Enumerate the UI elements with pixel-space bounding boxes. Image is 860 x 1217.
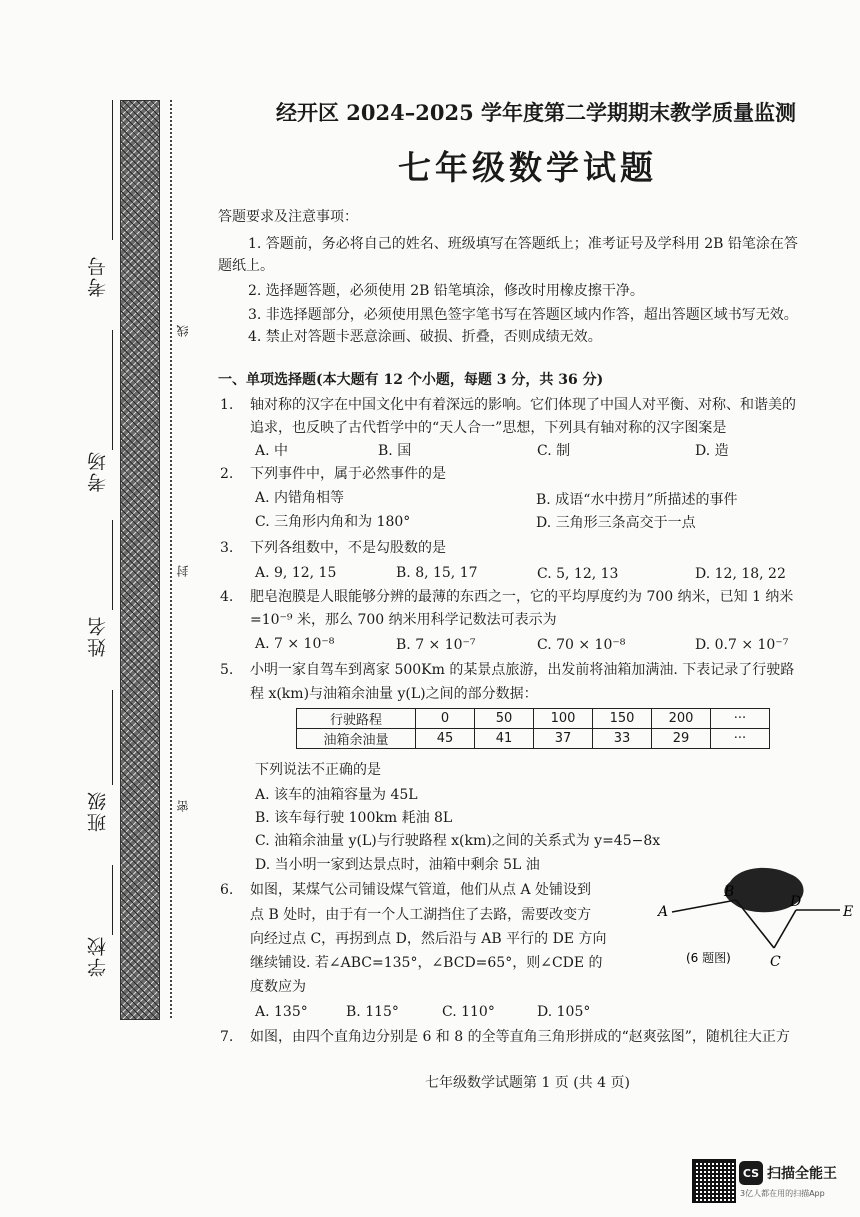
watermark-brand: 扫描全能王 <box>767 1166 837 1182</box>
instruction-item: 题纸上。 <box>218 258 274 274</box>
option-d[interactable]: D. 造 <box>695 443 729 459</box>
page-footer: 七年级数学试题第 1 页 (共 4 页) <box>425 1075 630 1091</box>
option-a[interactable]: A. 135° <box>255 1004 308 1020</box>
option-d[interactable]: D. 0.7 × 10⁻⁷ <box>695 637 789 653</box>
table-cell: 45 <box>416 729 475 749</box>
question-number: 3. <box>220 540 234 556</box>
field-underline <box>112 865 113 935</box>
table-cell: 0 <box>416 709 475 729</box>
field-underline <box>112 520 113 610</box>
option-c[interactable]: C. 110° <box>442 1004 495 1020</box>
exam-header: 经开区 2024–2025 学年度第二学期期末教学质量监测 <box>276 100 797 125</box>
table-cell: 行驶路程 <box>297 709 416 729</box>
question-number: 2. <box>220 466 234 482</box>
question-prompt: 下列说法不正确的是 <box>255 762 381 778</box>
question-number: 1. <box>220 397 234 413</box>
table-cell: 37 <box>534 729 593 749</box>
watermark-tagline: 3亿人都在用的扫描App <box>740 1189 825 1198</box>
instruction-item: 4. 禁止对答题卡恶意涂画、破损、折叠，否则成绩无效。 <box>248 329 602 345</box>
point-label-a: A <box>658 904 669 920</box>
option-d[interactable]: D. 三角形三条高交于一点 <box>536 515 696 531</box>
question-text: 点 B 处时，由于有一个人工湖挡住了去路，需要改变方 <box>250 907 592 923</box>
question-number: 6. <box>220 882 234 898</box>
option-a[interactable]: A. 中 <box>255 443 289 459</box>
table-cell: 33 <box>593 729 652 749</box>
table-cell: ··· <box>711 709 770 729</box>
table-cell: 100 <box>534 709 593 729</box>
table-cell: ··· <box>711 729 770 749</box>
option-d[interactable]: D. 12, 18, 22 <box>695 566 786 582</box>
table-cell: 150 <box>593 709 652 729</box>
question-text: 肥皂泡膜是人眼能够分辨的最薄的东西之一，它的平均厚度约为 700 纳米，已知 1 纳米 <box>250 589 794 605</box>
question-text: 如图，某煤气公司铺设煤气管道，他们从点 A 处铺设到 <box>250 882 592 898</box>
question-text: 下列事件中，属于必然事件的是 <box>250 466 446 482</box>
field-label-name: 姓名 <box>87 615 109 657</box>
field-underline <box>112 100 113 240</box>
exam-title: 七年级数学试题 <box>398 148 657 187</box>
option-c[interactable]: C. 油箱余油量 y(L)与行驶路程 x(km)之间的关系式为 y=45−8x <box>255 833 661 849</box>
field-label-class: 班级 <box>87 790 109 832</box>
option-d[interactable]: D. 105° <box>537 1004 591 1020</box>
cut-mark-seal: 封 <box>176 565 190 577</box>
instruction-item: 1. 答题前，务必将自己的姓名、班级填写在答题纸上；准考证号及学科用 2B 铅笔涂在答 <box>248 236 798 252</box>
question-text: 下列各组数中，不是勾股数的是 <box>250 540 446 556</box>
question-number: 7. <box>220 1029 234 1045</box>
camscanner-logo-icon: CS <box>739 1161 763 1185</box>
point-label-e: E <box>843 904 854 920</box>
cut-line <box>170 100 172 1018</box>
cut-mark-secret: 密 <box>176 800 190 812</box>
instruction-item: 3. 非选择题部分，必须使用黑色签字笔书写在答题区域内作答，超出答题区域书写无效。 <box>248 307 798 323</box>
option-b[interactable]: B. 成语“水中捞月”所描述的事件 <box>536 492 738 508</box>
field-underline <box>112 690 113 785</box>
qr-code-icon <box>692 1159 736 1203</box>
field-label-exam-room: 考场 <box>87 450 109 492</box>
point-label-b: B <box>724 884 735 900</box>
option-b[interactable]: B. 8, 15, 17 <box>396 565 478 581</box>
option-b[interactable]: B. 该车每行驶 100km 耗油 8L <box>255 810 453 826</box>
segment-ab <box>672 900 736 912</box>
table-cell: 41 <box>475 729 534 749</box>
option-c[interactable]: C. 5, 12, 13 <box>537 566 619 582</box>
question-text: 轴对称的汉字在中国文化中有着深远的影响。它们体现了中国人对平衡、对称、和谐美的 <box>250 397 796 413</box>
field-label-exam-number: 考号 <box>87 255 109 297</box>
question-number: 4. <box>220 589 234 605</box>
question-text: 如图，由四个直角边分别是 6 和 8 的全等直角三角形拼成的“赵爽弦图”，随机往大正方 <box>250 1029 790 1045</box>
instruction-item: 2. 选择题答题，必须使用 2B 铅笔填涂，修改时用橡皮擦干净。 <box>248 283 644 299</box>
question-number: 5. <box>220 662 234 678</box>
question-text: =10⁻⁹ 米，那么 700 纳米用科学记数法可表示为 <box>250 612 557 628</box>
table-cell: 200 <box>652 709 711 729</box>
option-a[interactable]: A. 9, 12, 15 <box>255 565 337 581</box>
binding-strip <box>120 100 160 1020</box>
field-underline <box>112 330 113 450</box>
option-d[interactable]: D. 当小明一家到达景点时，油箱中剩余 5L 油 <box>255 857 540 873</box>
table-cell: 29 <box>652 729 711 749</box>
question-text: 继续铺设. 若∠ABC=135°，∠BCD=65°，则∠CDE 的 <box>250 955 603 971</box>
question-text: 向经过点 C，再拐到点 D，然后沿与 AB 平行的 DE 方向 <box>250 931 607 947</box>
option-c[interactable]: C. 三角形内角和为 180° <box>255 514 411 530</box>
question-text: 程 x(km)与油箱余油量 y(L)之间的部分数据： <box>250 686 538 702</box>
cut-mark-line: 线 <box>176 325 190 337</box>
field-label-school: 学校 <box>87 935 109 977</box>
table-row <box>297 729 770 749</box>
option-a[interactable]: A. 该车的油箱容量为 45L <box>255 787 418 803</box>
data-table <box>296 708 770 749</box>
question-text: 追求，也反映了古代哲学中的“天人合一”思想，下列具有轴对称的汉字图案是 <box>250 420 727 436</box>
option-a[interactable]: A. 7 × 10⁻⁸ <box>255 636 335 652</box>
option-b[interactable]: B. 国 <box>378 443 412 459</box>
table-cell: 50 <box>475 709 534 729</box>
section-heading: 一、单项选择题(本大题有 12 个小题，每题 3 分，共 36 分) <box>218 372 604 388</box>
segment-cd <box>774 910 796 948</box>
table-row <box>297 709 770 729</box>
option-b[interactable]: B. 7 × 10⁻⁷ <box>396 637 476 653</box>
point-label-c: C <box>770 954 781 970</box>
option-c[interactable]: C. 制 <box>537 443 571 459</box>
option-c[interactable]: C. 70 × 10⁻⁸ <box>537 637 626 653</box>
figure-caption: (6 题图) <box>686 951 731 965</box>
point-label-d: D <box>790 894 802 910</box>
pipeline-figure <box>650 860 860 972</box>
question-text: 小明一家自驾车到离家 500Km 的某景点旅游，出发前将油箱加满油. 下表记录了行驶路 <box>250 662 795 678</box>
option-a[interactable]: A. 内错角相等 <box>255 490 345 506</box>
option-b[interactable]: B. 115° <box>346 1004 399 1020</box>
instructions-heading: 答题要求及注意事项： <box>218 209 358 225</box>
table-cell: 油箱余油量 <box>297 729 416 749</box>
question-text: 度数应为 <box>250 979 306 995</box>
